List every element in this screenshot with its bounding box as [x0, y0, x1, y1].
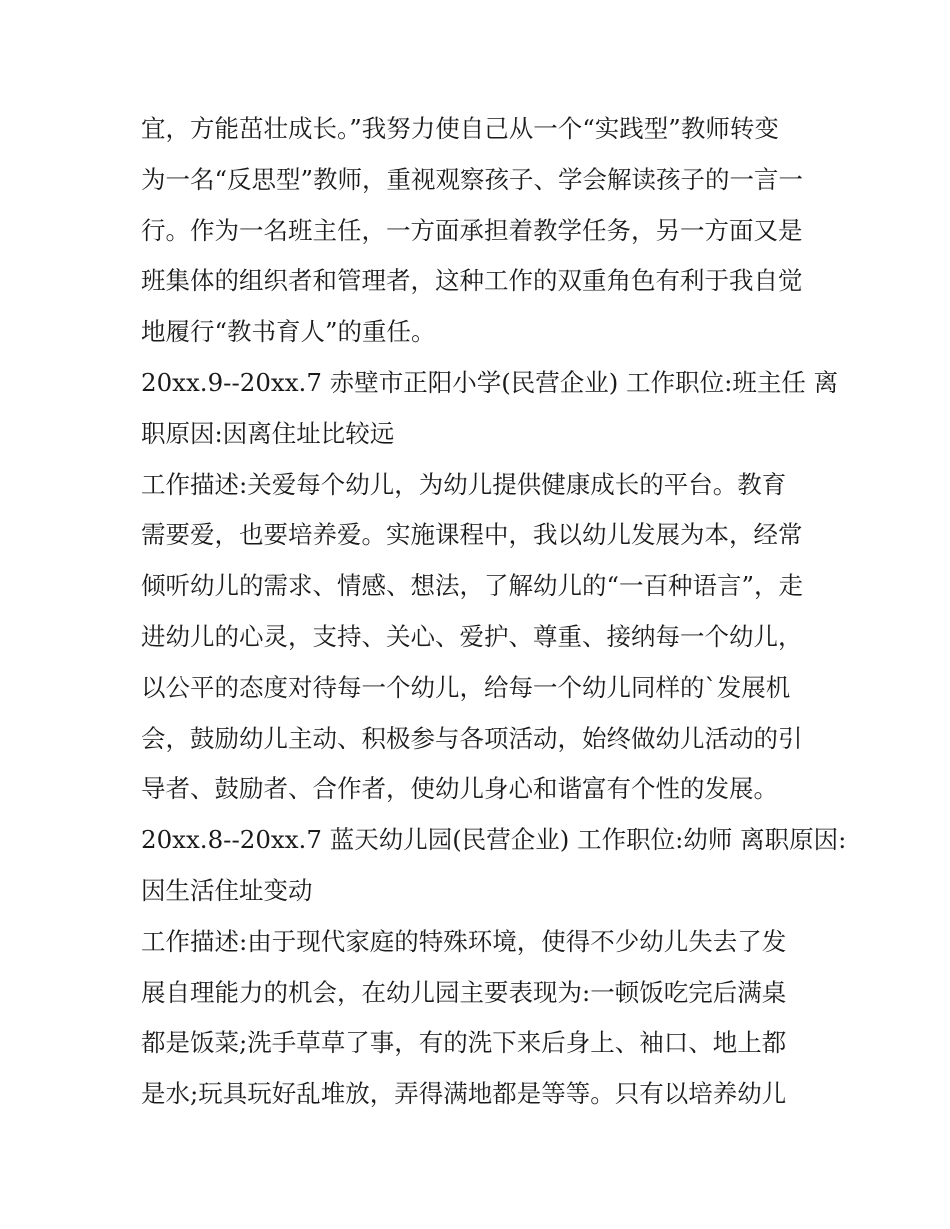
text-line: 行。作为一名班主任，一方面承担着教学任务，另一方面又是: [141, 215, 803, 245]
text-line: 工作描述:关爱每个幼儿，为幼儿提供健康成长的平台。教育: [141, 469, 787, 499]
text-line: 班集体的组织者和管理者，这种工作的双重角色有利于我自觉: [141, 266, 803, 296]
text-line: 宜，方能茁壮成长。”我努力使自己从一个“实践型”教师转变: [141, 114, 779, 143]
text-line: 展自理能力的机会，在幼儿园主要表现为:一顿饭吃完后满桌: [141, 977, 787, 1007]
text-line: 为一名“反思型”教师，重视观察孩子、学会解读孩子的一言一: [141, 164, 804, 194]
text-line: 需要爱，也要培养爱。实施课程中，我以幼儿发展为本，经常: [141, 520, 803, 550]
text-line: 以公平的态度对待每一个幼儿，给每一个幼儿同样的`发展机: [141, 672, 791, 702]
paragraph-job-1-description: [141, 460, 821, 816]
text-line: 倾听幼儿的需求、情感、想法，了解幼儿的“一百种语言”，走: [141, 571, 804, 601]
text-line: 导者、鼓励者、合作者，使幼儿身心和谐富有个性的发展。: [141, 774, 778, 804]
paragraph-job-2-header: [141, 815, 847, 917]
document-body: [141, 104, 847, 1120]
paragraph-job-1-header: [141, 358, 839, 460]
paragraph-intro-continuation: [141, 104, 821, 358]
paragraph-job-2-description: [141, 917, 821, 1120]
text-line: 20xx.9--20xx.7 赤壁市正阳小学(民营企业) 工作职位:班主任 离: [141, 367, 839, 397]
text-line: 20xx.8--20xx.7 蓝天幼儿园(民营企业) 工作职位:幼师 离职原因:: [141, 825, 847, 855]
text-line: 工作描述:由于现代家庭的特殊环境，使得不少幼儿失去了发: [141, 926, 787, 956]
text-line: 职原因:因离住址比较远: [141, 418, 395, 448]
text-line: 会，鼓励幼儿主动、积极参与各项活动，始终做幼儿活动的引: [141, 723, 803, 753]
text-line: 因生活住址变动: [141, 875, 313, 905]
text-line: 进幼儿的心灵，支持、关心、爱护、尊重、接纳每一个幼儿，: [141, 621, 803, 651]
text-line: 地履行“教书育人”的重任。: [141, 317, 436, 347]
text-line: 都是饭菜;洗手草草了事，有的洗下来后身上、袖口、地上都: [141, 1028, 787, 1058]
text-line: 是水;玩具玩好乱堆放，弄得满地都是等等。只有以培养幼儿: [141, 1079, 787, 1109]
